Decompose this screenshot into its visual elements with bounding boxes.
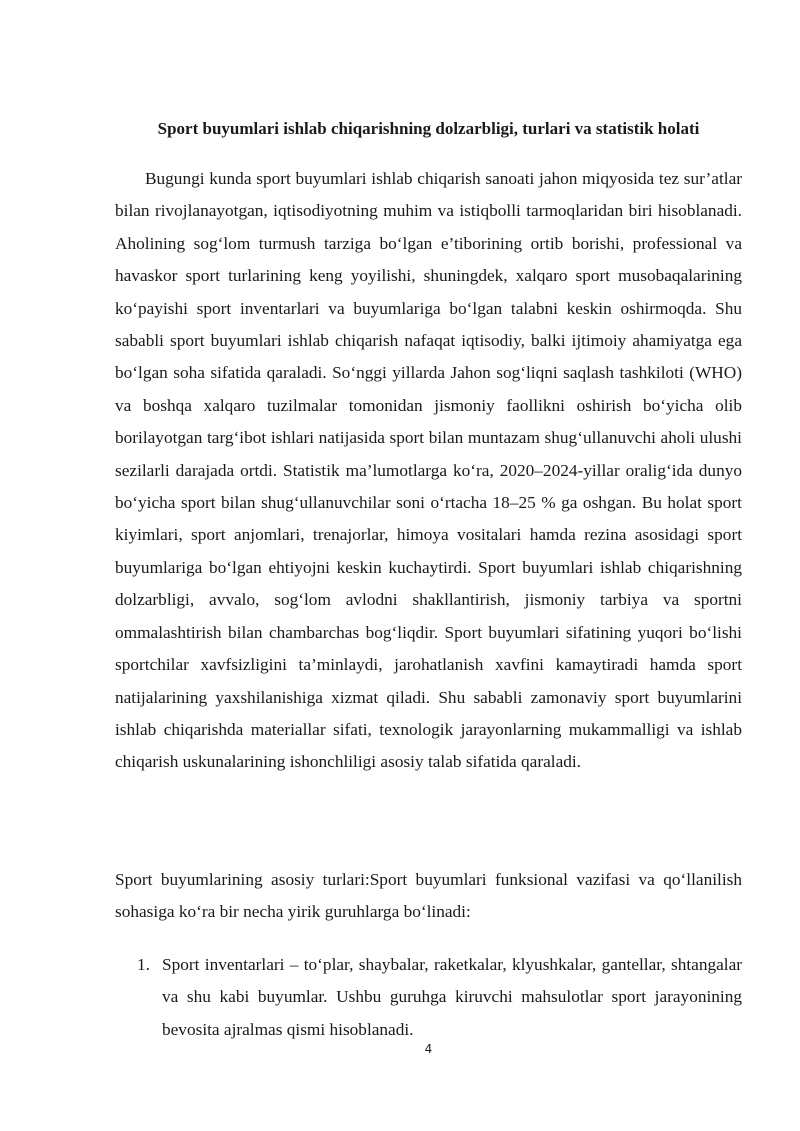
page-number: 4: [424, 1042, 433, 1056]
document-title: Sport buyumlari ishlab chiqarishning dolzarbligi, turlari va statistik holati: [157, 119, 700, 138]
list-item-number: 1.: [137, 955, 150, 974]
list-item: [115, 949, 742, 1046]
intro-paragraph: Bugungi kunda sport buyumlari ishlab chiqarish sanoati jahon miqyosida tez sur’atlar bilan rivojlanayotgan, iqtisodiyotning muhim va istiqbolli tarmoqlaridan biri hisoblanadi. Aholining sog‘lom turmush tarziga bo‘lgan e’tiborining ortib borishi, professional va havaskor sport turlarining keng yoyilishi, shuningdek, xalqaro sport musobaqalarining ko‘payishi sport inventarlari va buyumlariga bo‘lgan talabni keskin oshirmoqda. Shu sababli sport buyumlari ishlab chiqarish nafaqat iqtisodiy, balki ijtimoiy ahamiyatga ega bo‘lgan soha sifatida qaraladi. So‘nggi yillarda Jahon sog‘liqni saqlash tashkiloti (WHO) va boshqa xalqaro tuzilmalar tomonidan jismoniy faollikni oshirish bo‘yicha olib borilayotgan targ‘ibot ishlari natijasida sport bilan muntazam shug‘ullanuvchi aholi ulushi sezilarli darajada ortdi. Statistik ma’lumotlarga ko‘ra, 2020–2024-yillar oralig‘ida dunyo bo‘yicha sport bilan shug‘ullanuvchilar soni o‘rtacha 18–25 % ga oshgan. Bu holat sport kiyimlari, sport anjomlari, trenajorlar, himoya vositalari hamda rezina asosidagi sport buyumlariga bo‘lgan ehtiyojni keskin kuchaytirdi. Sport buyumlari ishlab chiqarishning dolzarbligi, avvalo, sog‘lom avlodni shakllantirish, jismoniy tarbiya va sportni ommalashtirish bilan chambarchas bog‘liqdir. Sport buyumlari sifatining yuqori bo‘lishi sportchilar xavfsizligini ta’minlaydi, jarohatlanish xavfini kamaytiradi hamda sport natijalarining yaxshilanishiga xizmat qiladi. Shu sababli zamonaviy sport buyumlarini ishlab chiqarishda materiallar sifati, texnologik jarayonlarning mukammalligi va ishlab chiqarish uskunalarining ishonchliligi asosiy talab sifatida qaraladi.: [115, 169, 742, 772]
types-list: [115, 949, 742, 1046]
list-item-text: Sport inventarlari – to‘plar, shaybalar, raketkalar, klyushkalar, gantellar, shtangalar va shu kabi buyumlar. Ushbu guruhga kiruvchi mahsulotlar sport jarayonining bevosita ajralmas qismi hisoblanadi.: [162, 955, 742, 1039]
types-paragraph: Sport buyumlarining asosiy turlari:Sport buyumlari funksional vazifasi va qo‘llanilish sohasiga ko‘ra bir necha yirik guruhlarga bo‘linadi:: [115, 870, 742, 922]
